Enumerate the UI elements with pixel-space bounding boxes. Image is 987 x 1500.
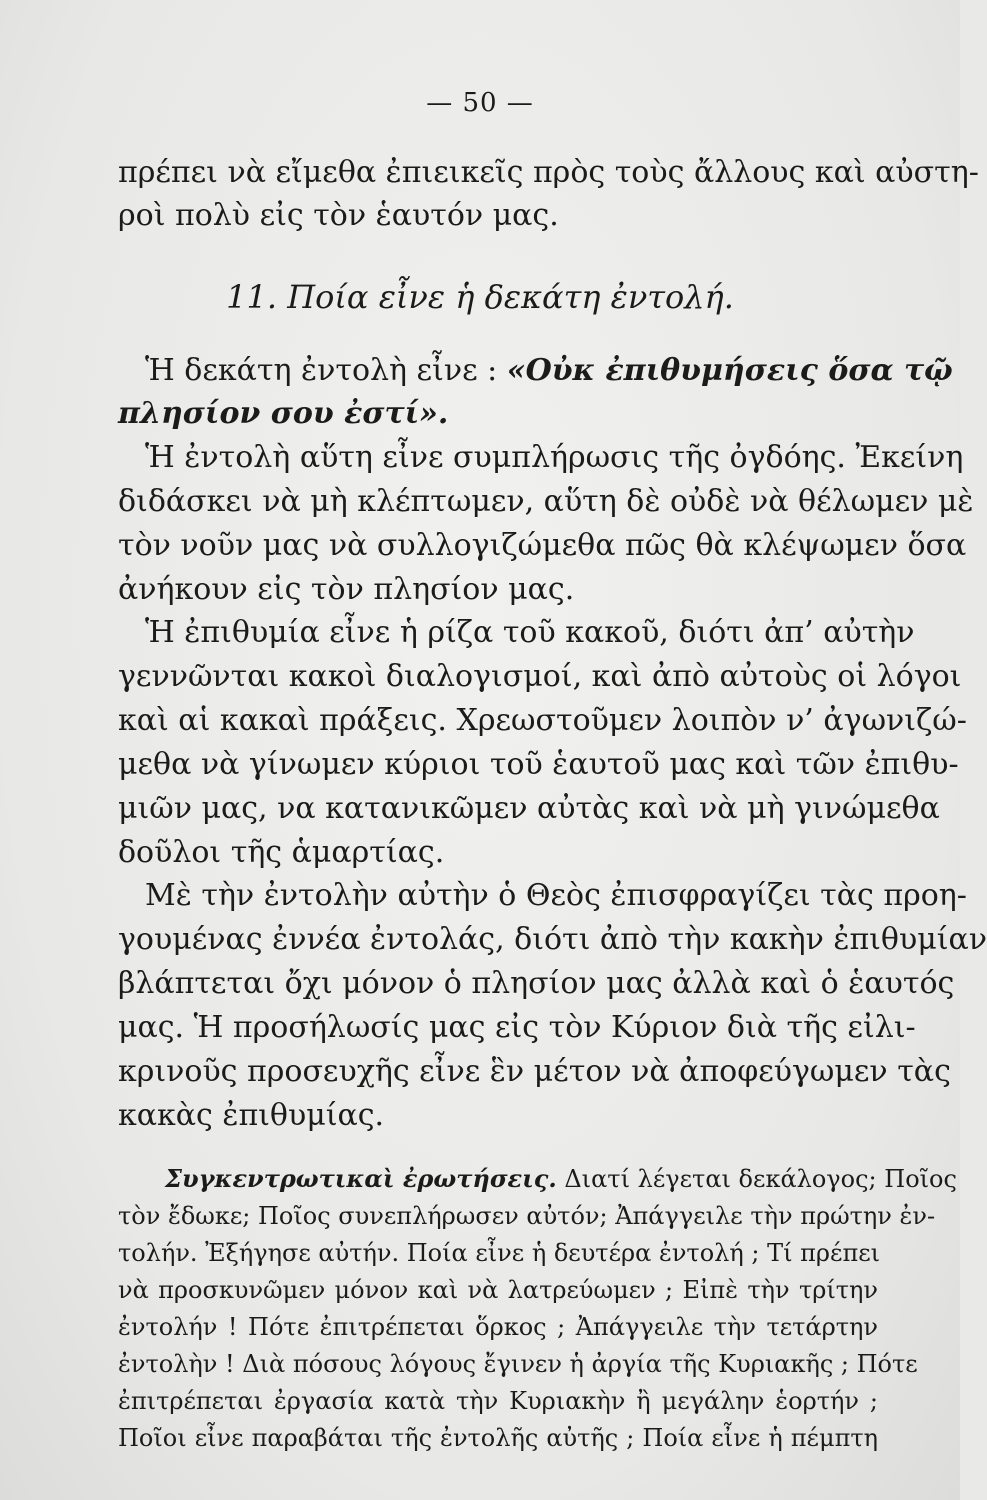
text-line: γουμένας ἐννέα ἐντολάς, διότι ἀπὸ τὴν κακὴν ἐπιθυμίαν (118, 922, 987, 957)
review-line: τολήν. Ἐξήγησε αὐτήν. Ποία εἶνε ἡ δευτέρα ἐντολή ; Τί πρέπει (118, 1239, 881, 1267)
text-line: ἀνήκουν εἰς τὸν πλησίον μας. (118, 572, 575, 607)
review-line (165, 1164, 957, 1193)
section-heading (0, 278, 960, 316)
text-line: Μὲ τὴν ἐντολὴν αὐτὴν ὁ Θεὸς ἐπισφραγίζει τὰς προη- (145, 878, 967, 913)
page-number: — 50 — (426, 88, 534, 118)
commandment-line (145, 353, 953, 388)
section-number: 11. (226, 278, 278, 316)
text-line: μας. Ἡ προσήλωσίς μας εἰς τὸν Κύριον διὰ τῆς εἰλι- (118, 1010, 916, 1045)
text-line: γεννῶνται κακοὶ διαλογισμοί, καὶ ἀπὸ αὐτοὺς οἱ λόγοι (118, 659, 962, 694)
text-line: κακὰς ἐπιθυμίας. (118, 1098, 385, 1133)
review-label: Συγκεντρωτικαὶ ἐρωτήσεις. (165, 1164, 557, 1193)
section-title: Ποία εἶνε ἡ δεκάτη ἐντολή. (287, 278, 734, 316)
text-line: ροὶ πολὺ εἰς τὸν ἑαυτόν μας. (118, 198, 559, 233)
text-line: πρέπει νὰ εἴμεθα ἐπιεικεῖς πρὸς τοὺς ἄλλους καὶ αὐστη- (118, 155, 979, 190)
commandment-quote: «Οὐκ ἐπιθυμήσεις ὅσα τῷ (506, 353, 953, 388)
commandment-line (118, 396, 878, 431)
text-line: καὶ αἱ κακαὶ πράξεις. Χρεωστοῦμεν λοιπὸν ν’ ἀγωνιζώ- (118, 703, 967, 738)
review-line: νὰ προσκυνῶμεν μόνον καὶ νὰ λατρεύωμεν ; Εἰπὲ τὴν τρίτην (118, 1276, 878, 1304)
text-line: διδάσκει νὰ μὴ κλέπτωμεν, αὕτη δὲ οὐδὲ νὰ θέλωμεν μὲ (118, 484, 974, 519)
text-line: τὸν νοῦν μας νὰ συλλογιζώμεθα πῶς θὰ κλέψωμεν ὅσα (118, 528, 967, 563)
text-line: μεθα νὰ γίνωμεν κύριοι τοῦ ἑαυτοῦ μας καὶ τῶν ἐπιθυ- (118, 747, 959, 782)
review-line: ἐντολήν ! Πότε ἐπιτρέπεται ὅρκος ; Ἀπάγγειλε τὴν τετάρτην (118, 1313, 878, 1341)
review-line: τὸν ἔδωκε; Ποῖος συνεπλήρωσεν αὐτόν; Ἀπάγγειλε τὴν πρώτην ἐν- (118, 1202, 936, 1230)
review-line: ἐντολὴν ! Διὰ πόσους λόγους ἔγινεν ἡ ἀργία τῆς Κυριακῆς ; Πότε (118, 1350, 918, 1378)
text-line: βλάπτεται ὄχι μόνον ὁ πλησίον μας ἀλλὰ καὶ ὁ ἑαυτός (118, 966, 955, 1001)
commandment-intro: Ἡ δεκάτη ἐντολὴ εἶνε : (145, 353, 507, 388)
text-line: κρινοῦς προσευχῆς εἶνε ἓν μέτον νὰ ἀποφεύγωμεν τὰς (118, 1054, 951, 1089)
text-line: Ἡ ἐπιθυμία εἶνε ἡ ρίζα τοῦ κακοῦ, διότι ἀπ’ αὐτὴν (145, 615, 915, 650)
text-line: δοῦλοι τῆς ἁμαρτίας. (118, 835, 445, 870)
review-line: Ποῖοι εἶνε παραβάται τῆς ἐντολῆς αὐτῆς ; Ποία εἶνε ἡ πέμπτη (118, 1424, 878, 1452)
commandment-quote-end: πλησίον σου ἐστί». (118, 396, 449, 431)
review-text: Διατί λέγεται δεκάλογος; Ποῖος (556, 1165, 957, 1193)
text-line: μιῶν μας, να κατανικῶμεν αὐτὰς καὶ νὰ μὴ γινώμεθα (118, 791, 940, 826)
text-line: Ἡ ἐντολὴ αὕτη εἶνε συμπλήρωσις τῆς ὀγδόης. Ἐκείνη (145, 440, 964, 475)
review-line: ἐπιτρέπεται ἐργασία κατὰ τὴν Κυριακὴν ἢ μεγάλην ἑορτήν ; (118, 1387, 878, 1415)
